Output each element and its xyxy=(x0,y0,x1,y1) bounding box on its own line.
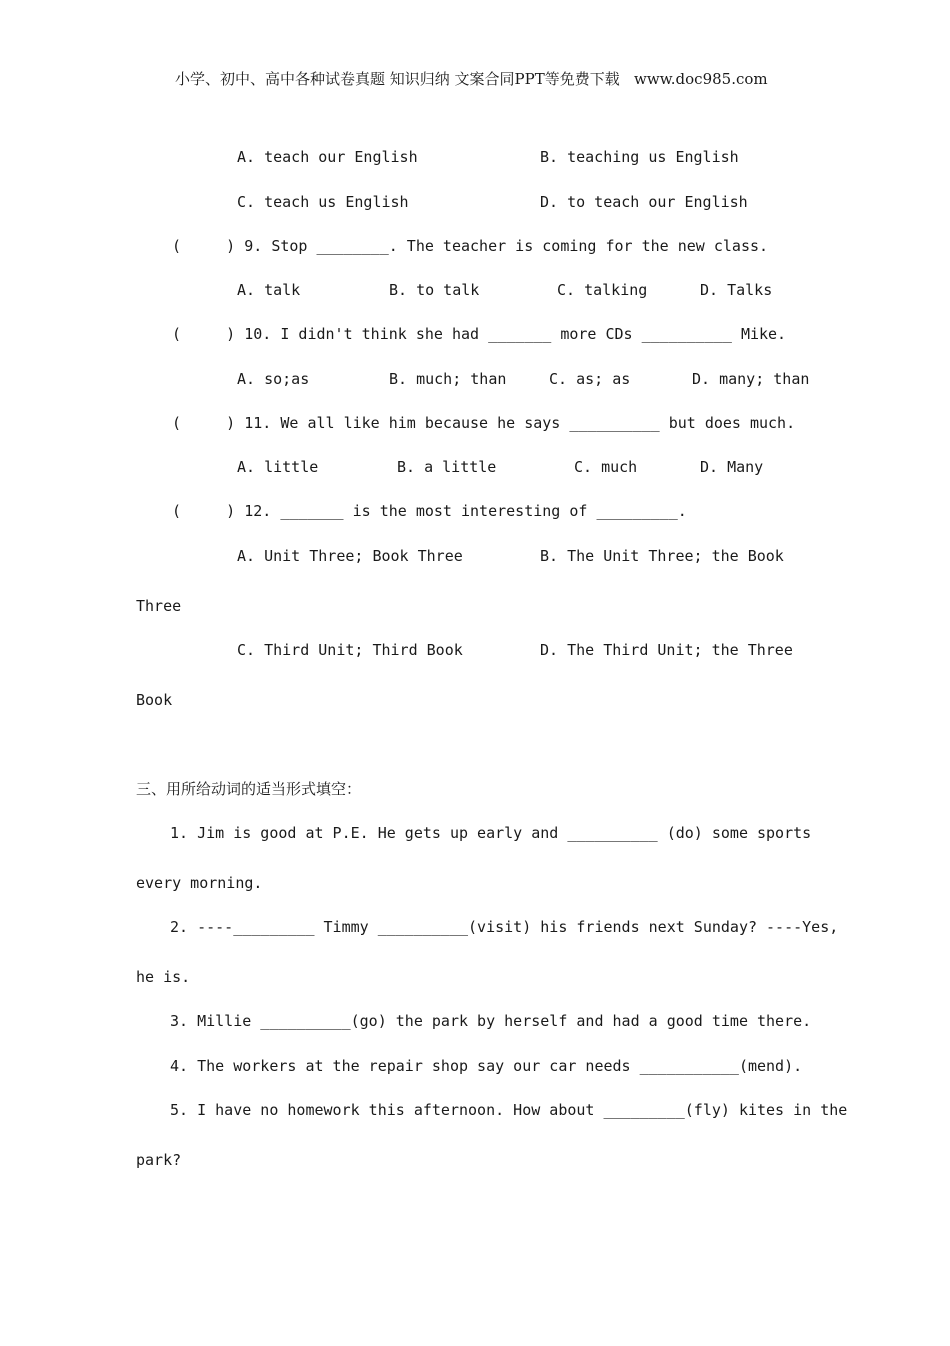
q9-option-a: A. talk xyxy=(237,281,301,299)
q12-option-d-continued: Book xyxy=(136,691,173,709)
s3-item-3: 3. Millie __________(go) the park by herself and had a good time there. xyxy=(170,1012,812,1030)
q11-option-b: B. a little xyxy=(397,458,497,476)
q9-option-c: C. talking xyxy=(557,281,648,299)
q10-option-b: B. much; than xyxy=(389,370,507,388)
s3-item-2: 2. ----_________ Timmy __________(visit) his friends next Sunday? ----Yes, xyxy=(170,918,839,936)
q12-option-a: A. Unit Three; Book Three xyxy=(237,547,463,565)
q9-option-d: D. Talks xyxy=(700,281,773,299)
q11-option-a: A. little xyxy=(237,458,319,476)
q10-option-a: A. so;as xyxy=(237,370,310,388)
s3-item-1-continued: every morning. xyxy=(136,874,263,892)
q10-option-c: C. as; as xyxy=(549,370,631,388)
q9-stem: ( ) 9. Stop ________. The teacher is coming for the new class. xyxy=(172,237,769,255)
s3-item-5-continued: park? xyxy=(136,1151,182,1169)
page-header: 小学、初中、高中各种试卷真题 知识归纳 文案合同PPT等免费下载 www.doc985.com xyxy=(175,70,768,88)
q11-option-c: C. much xyxy=(574,458,638,476)
s3-item-4: 4. The workers at the repair shop say our car needs ___________(mend). xyxy=(170,1057,803,1075)
s3-item-5: 5. I have no homework this afternoon. How about _________(fly) kites in the xyxy=(170,1101,848,1119)
section-three-title: 三、用所给动词的适当形式填空： xyxy=(136,780,362,798)
q12-option-c: C. Third Unit; Third Book xyxy=(237,641,463,659)
q10-stem: ( ) 10. I didn't think she had _______ more CDs __________ Mike. xyxy=(172,325,787,343)
q12-option-b: B. The Unit Three; the Book xyxy=(540,547,784,565)
q8-option-c: C. teach us English xyxy=(237,193,409,211)
q9-option-b: B. to talk xyxy=(389,281,480,299)
s3-item-2-continued: he is. xyxy=(136,968,191,986)
q8-option-b: B. teaching us English xyxy=(540,148,739,166)
q11-option-d: D. Many xyxy=(700,458,764,476)
q10-option-d: D. many; than xyxy=(692,370,810,388)
q8-option-a: A. teach our English xyxy=(237,148,418,166)
q11-stem: ( ) 11. We all like him because he says __________ but does much. xyxy=(172,414,796,432)
q8-option-d: D. to teach our English xyxy=(540,193,748,211)
s3-item-1: 1. Jim is good at P.E. He gets up early and __________ (do) some sports xyxy=(170,824,812,842)
q12-option-b-continued: Three xyxy=(136,597,182,615)
q12-stem: ( ) 12. _______ is the most interesting of _________. xyxy=(172,502,687,520)
q12-option-d: D. The Third Unit; the Three xyxy=(540,641,793,659)
